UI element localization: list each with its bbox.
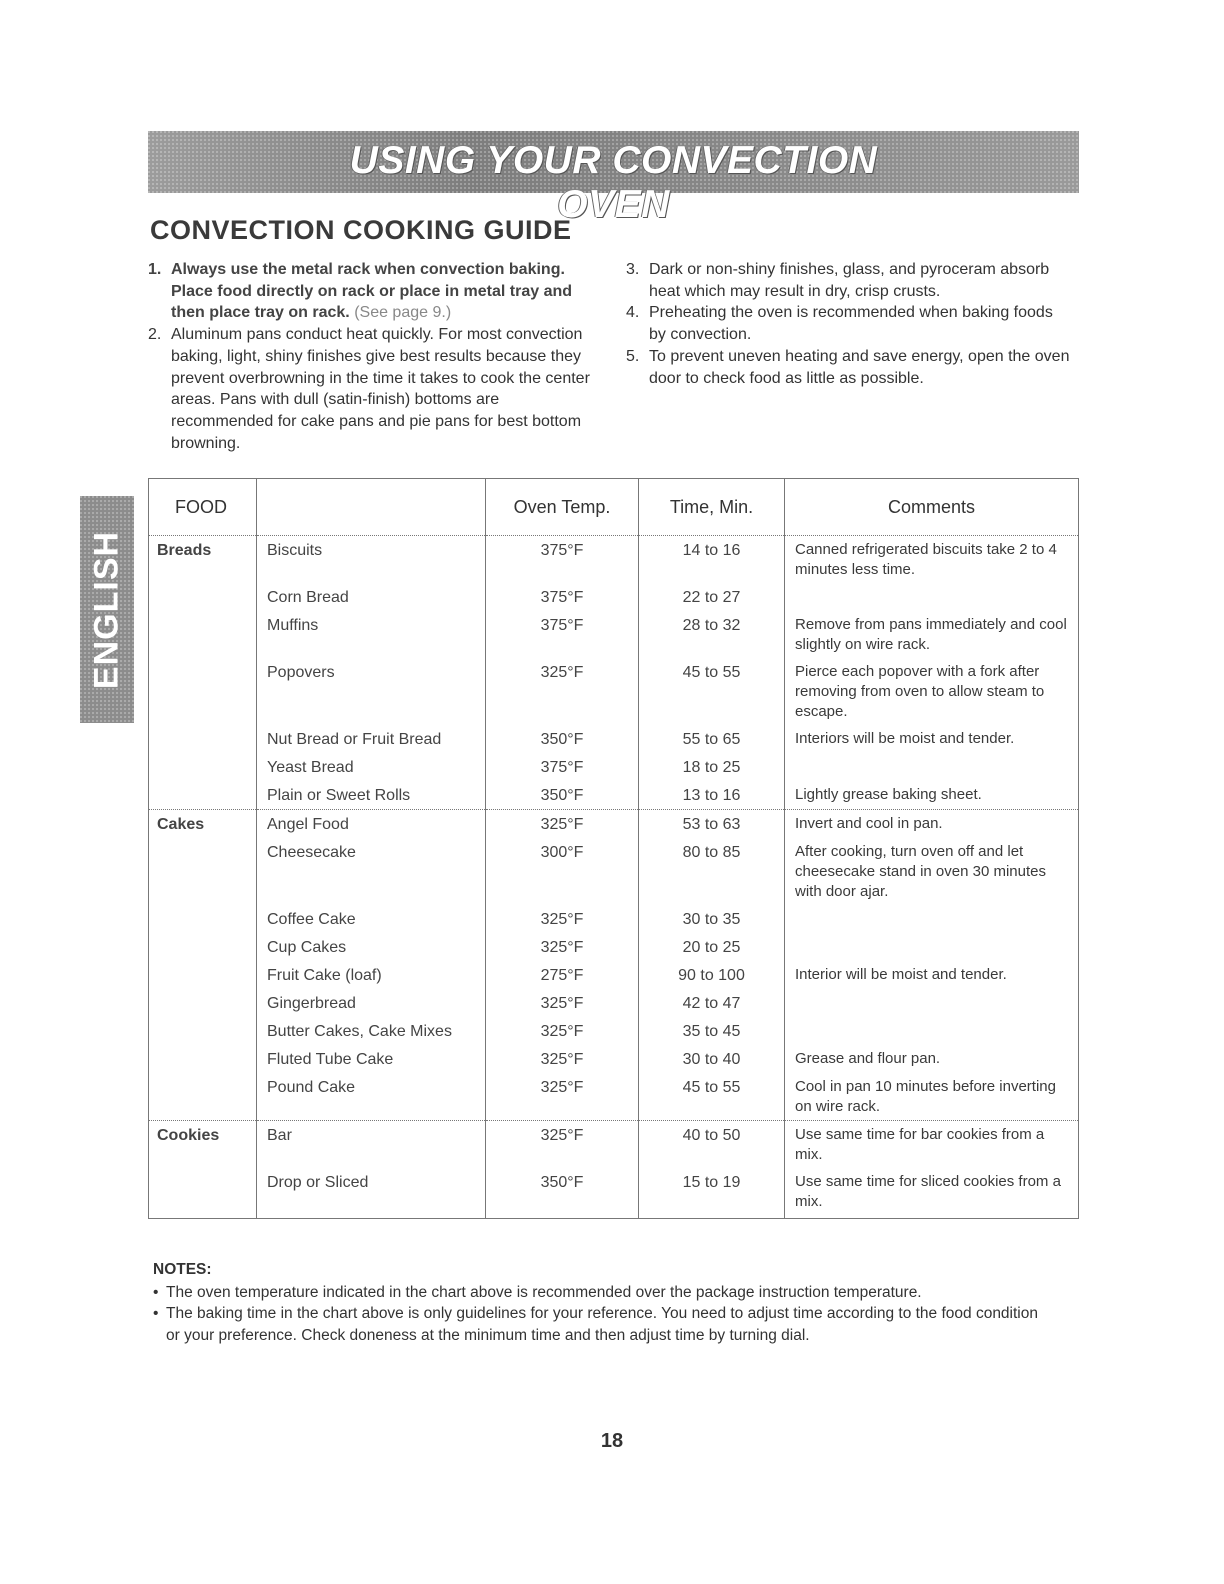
comment-cell: Invert and cool in pan.	[785, 810, 1079, 839]
time-cell: 80 to 85	[639, 838, 785, 905]
notes-title: NOTES:	[153, 1261, 212, 1278]
time-cell: 45 to 55	[639, 658, 785, 725]
table-row	[149, 810, 1079, 839]
tip-number: 5.	[626, 347, 640, 365]
bullet-icon: •	[153, 1305, 159, 1322]
tip-text: Aluminum pans conduct heat quickly. For most convection baking, light, shiny finishes give best results because they prevent overbrowning in the time it takes to cook the center areas. Pans with dull (satin-finish) bottoms are recommended for cake pans and pie pans for best bottom browning.	[171, 326, 590, 452]
time-cell: 53 to 63	[639, 810, 785, 839]
comment-cell: Cool in pan 10 minutes before inverting on wire rack.	[785, 1073, 1079, 1121]
food-item-cell: Pound Cake	[257, 1073, 486, 1121]
comment-cell	[785, 989, 1079, 1017]
tip-text: Preheating the oven is recommended when baking foods by convection.	[649, 304, 1053, 344]
food-item-cell: Yeast Bread	[257, 753, 486, 781]
note-item	[153, 1282, 1053, 1304]
category-cell	[149, 753, 257, 781]
language-tab	[80, 496, 134, 723]
time-cell: 90 to 100	[639, 961, 785, 989]
category-cell	[149, 838, 257, 905]
oven-temp-cell: 325°F	[486, 1045, 639, 1073]
oven-temp-cell: 325°F	[486, 1073, 639, 1121]
tip-number: 1.	[148, 261, 162, 278]
category-cell	[149, 905, 257, 933]
table-row	[149, 658, 1079, 725]
comment-cell: Use same time for bar cookies from a mix.	[785, 1121, 1079, 1169]
category-cell	[149, 658, 257, 725]
time-cell: 22 to 27	[639, 583, 785, 611]
table-header-row	[149, 479, 1079, 536]
banner-title: USING YOUR CONVECTION OVEN	[349, 139, 878, 226]
tips-list-left	[148, 259, 603, 454]
tips-list-right	[626, 259, 1071, 389]
table-row	[149, 753, 1079, 781]
comment-cell	[785, 1017, 1079, 1045]
comment-cell: Interiors will be moist and tender.	[785, 725, 1079, 753]
comment-cell: Use same time for sliced cookies from a mix.	[785, 1168, 1079, 1219]
oven-temp-cell: 275°F	[486, 961, 639, 989]
category-cell	[149, 1168, 257, 1219]
time-cell: 13 to 16	[639, 781, 785, 810]
category-cell	[149, 725, 257, 753]
table-row	[149, 1168, 1079, 1219]
category-cell	[149, 1045, 257, 1073]
food-item-cell: Corn Bread	[257, 583, 486, 611]
food-item-cell: Nut Bread or Fruit Bread	[257, 725, 486, 753]
category-cell	[149, 961, 257, 989]
header-banner	[148, 131, 1079, 226]
oven-temp-cell: 325°F	[486, 905, 639, 933]
oven-temp-cell: 325°F	[486, 658, 639, 725]
oven-temp-cell: 375°F	[486, 611, 639, 658]
header-comments: Comments	[785, 479, 1079, 536]
category-cell	[149, 1073, 257, 1121]
tip-number: 3.	[626, 261, 640, 278]
time-cell: 28 to 32	[639, 611, 785, 658]
time-cell: 14 to 16	[639, 536, 785, 584]
comment-cell: Interior will be moist and tender.	[785, 961, 1079, 989]
time-cell: 45 to 55	[639, 1073, 785, 1121]
time-cell: 35 to 45	[639, 1017, 785, 1045]
tip-text: Dark or non-shiny finishes, glass, and pyroceram absorb heat which may result in dry, crisp crusts.	[649, 261, 1050, 300]
comment-cell	[785, 905, 1079, 933]
category-cell: Cakes	[149, 810, 257, 839]
category-cell	[149, 781, 257, 810]
oven-temp-cell: 375°F	[486, 753, 639, 781]
food-item-cell: Popovers	[257, 658, 486, 725]
oven-temp-cell: 325°F	[486, 989, 639, 1017]
category-cell	[149, 989, 257, 1017]
oven-temp-cell: 375°F	[486, 583, 639, 611]
table-row	[149, 989, 1079, 1017]
time-cell: 30 to 35	[639, 905, 785, 933]
oven-temp-cell: 325°F	[486, 1017, 639, 1045]
table-row	[149, 905, 1079, 933]
comment-cell: Grease and flour pan.	[785, 1045, 1079, 1073]
page-number: 18	[600, 1430, 624, 1452]
comment-cell	[785, 933, 1079, 961]
header-time: Time, Min.	[639, 479, 785, 536]
category-cell: Cookies	[149, 1121, 257, 1169]
comment-cell: Pierce each popover with a fork after removing from oven to allow steam to escape.	[785, 658, 1079, 725]
table-row	[149, 961, 1079, 989]
tip-page-reference: (See page 9.)	[354, 304, 452, 322]
table-row	[149, 1017, 1079, 1045]
time-cell: 55 to 65	[639, 725, 785, 753]
category-cell	[149, 611, 257, 658]
tip-item	[626, 346, 1071, 389]
category-cell	[149, 933, 257, 961]
comment-cell: After cooking, turn oven off and let cheesecake stand in oven 30 minutes with door ajar.	[785, 838, 1079, 905]
food-item-cell: Angel Food	[257, 810, 486, 839]
time-cell: 15 to 19	[639, 1168, 785, 1219]
oven-temp-cell: 325°F	[486, 810, 639, 839]
comment-cell	[785, 583, 1079, 611]
table-row	[149, 611, 1079, 658]
oven-temp-cell: 350°F	[486, 781, 639, 810]
tip-number: 2.	[148, 326, 162, 344]
oven-temp-cell: 300°F	[486, 838, 639, 905]
table-row	[149, 536, 1079, 584]
food-item-cell: Biscuits	[257, 536, 486, 584]
food-item-cell: Cheesecake	[257, 838, 486, 905]
table-row	[149, 1073, 1079, 1121]
table-row	[149, 838, 1079, 905]
language-tab-label: ENGLISH	[87, 530, 126, 689]
note-text: The baking time in the chart above is only guidelines for your reference. You need to adjust time according to the food condition or your preference. Check doneness at the minimum time and then adjust time by turning dial.	[166, 1305, 1038, 1344]
time-cell: 30 to 40	[639, 1045, 785, 1073]
food-item-cell: Plain or Sweet Rolls	[257, 781, 486, 810]
oven-temp-cell: 325°F	[486, 1121, 639, 1169]
table-row	[149, 933, 1079, 961]
tip-text: To prevent uneven heating and save energy, open the oven door to check food as little as possible.	[649, 347, 1070, 387]
food-item-cell: Fluted Tube Cake	[257, 1045, 486, 1073]
tip-item	[626, 259, 1071, 302]
section-title: CONVECTION COOKING GUIDE	[150, 215, 572, 245]
cooking-guide-table	[148, 478, 1079, 1219]
comment-cell: Lightly grease baking sheet.	[785, 781, 1079, 810]
bullet-icon: •	[153, 1283, 159, 1301]
category-cell	[149, 583, 257, 611]
comment-cell: Remove from pans immediately and cool slightly on wire rack.	[785, 611, 1079, 658]
tip-item	[148, 259, 603, 324]
table-row	[149, 1045, 1079, 1073]
table-row	[149, 1121, 1079, 1169]
comment-cell: Canned refrigerated biscuits take 2 to 4 minutes less time.	[785, 536, 1079, 584]
table-row	[149, 583, 1079, 611]
time-cell: 40 to 50	[639, 1121, 785, 1169]
food-item-cell: Bar	[257, 1121, 486, 1169]
food-item-cell: Gingerbread	[257, 989, 486, 1017]
header-food: FOOD	[149, 479, 257, 536]
food-item-cell: Coffee Cake	[257, 905, 486, 933]
comment-cell	[785, 753, 1079, 781]
tip-item	[148, 324, 603, 454]
header-item	[257, 479, 486, 536]
category-cell: Breads	[149, 536, 257, 584]
time-cell: 18 to 25	[639, 753, 785, 781]
tip-item	[626, 302, 1071, 345]
note-item	[153, 1303, 1053, 1346]
table-row	[149, 781, 1079, 810]
oven-temp-cell: 325°F	[486, 933, 639, 961]
category-cell	[149, 1017, 257, 1045]
oven-temp-cell: 350°F	[486, 1168, 639, 1219]
food-item-cell: Fruit Cake (loaf)	[257, 961, 486, 989]
food-item-cell: Butter Cakes, Cake Mixes	[257, 1017, 486, 1045]
oven-temp-cell: 350°F	[486, 725, 639, 753]
oven-temp-cell: 375°F	[486, 536, 639, 584]
note-text: The oven temperature indicated in the chart above is recommended over the package instruction temperature.	[166, 1283, 922, 1301]
tip-text: Always use the metal rack when convection baking. Place food directly on rack or place in metal tray and then place tray on rack.	[171, 261, 573, 322]
table-row	[149, 725, 1079, 753]
table-body	[149, 536, 1079, 1219]
header-oven-temp: Oven Temp.	[486, 479, 639, 536]
time-cell: 20 to 25	[639, 933, 785, 961]
food-item-cell: Drop or Sliced	[257, 1168, 486, 1219]
tip-number: 4.	[626, 304, 640, 322]
time-cell: 42 to 47	[639, 989, 785, 1017]
food-item-cell: Cup Cakes	[257, 933, 486, 961]
food-item-cell: Muffins	[257, 611, 486, 658]
notes-section	[153, 1259, 1053, 1346]
